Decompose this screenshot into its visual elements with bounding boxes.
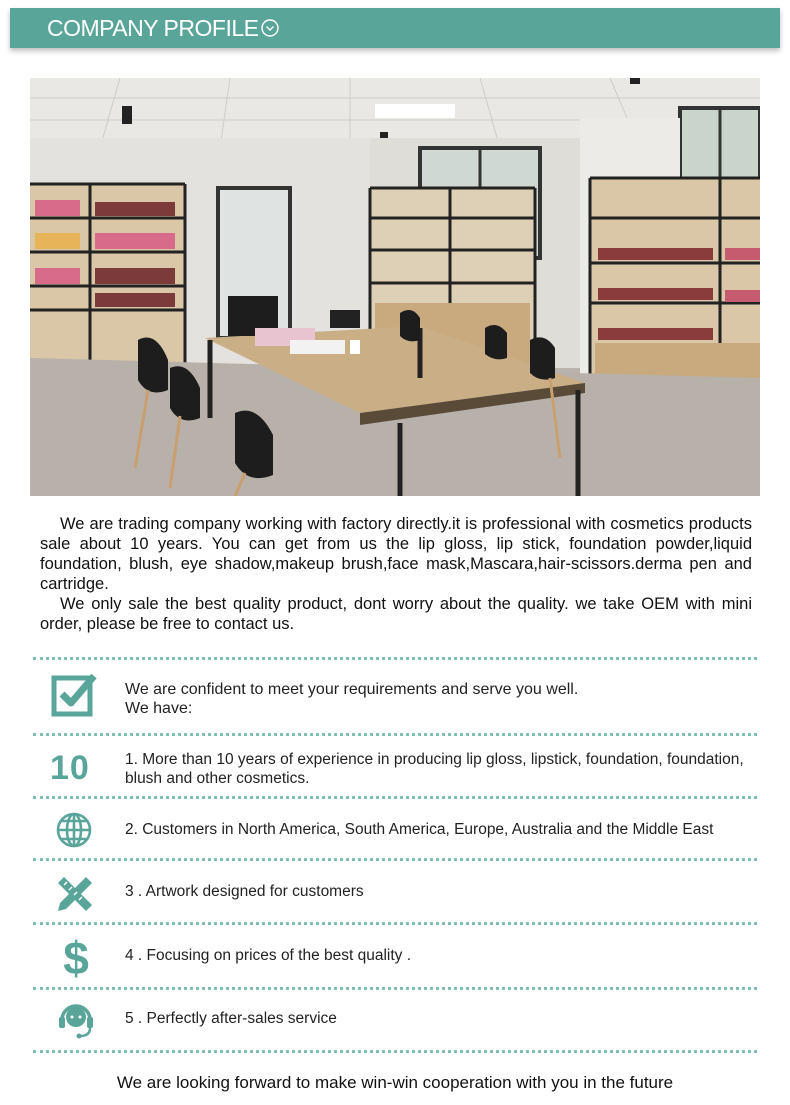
feature-intro-line-2: We have: — [125, 700, 193, 717]
intro-paragraph-2: We only sale the best quality product, dont worry about the quality. we take OEM with mini order, please be free to contact us. — [40, 595, 752, 633]
feature-intro-line-1: We are confident to meet your requirements and serve you well. — [125, 681, 579, 698]
dotted-divider — [33, 858, 757, 861]
dotted-divider — [33, 1050, 757, 1053]
customer-service-headset-icon — [56, 998, 96, 1040]
dotted-divider — [33, 733, 757, 736]
feature-item-3: 3 . Artwork designed for customers — [125, 883, 364, 900]
dotted-divider — [33, 796, 757, 799]
chevron-down-circle-icon — [261, 19, 279, 37]
dollar-icon — [58, 934, 94, 980]
dotted-divider — [33, 987, 757, 990]
feature-item-5: 5 . Perfectly after-sales service — [125, 1010, 337, 1027]
feature-item-4: 4 . Focusing on prices of the best quality . — [125, 947, 412, 964]
dotted-divider — [33, 922, 757, 925]
intro-paragraph-1: We are trading company working with factory directly.it is professional with cosmetics products sale about 10 years. You can get from us the lip gloss, lip stick, foundation powder,liquid foundation, blush, eye shadow,makeup brush,face mask,Mascara,hair-scissors.derma pen and cartridge. — [40, 515, 752, 593]
banner-title: COMPANY PROFILE — [47, 15, 259, 41]
svg-text:$: $ — [63, 934, 89, 980]
checkbox-check-icon — [50, 670, 98, 718]
footer-message: We are looking forward to make win-win cooperation with you in the future — [116, 1073, 674, 1092]
feature-item-2: 2. Customers in North America, South America, Europe, Australia and the Middle East — [125, 821, 714, 838]
ten-years-icon: 10 — [50, 749, 90, 787]
showroom-office-photo — [30, 78, 760, 496]
dotted-divider — [33, 657, 757, 660]
company-profile-banner — [10, 8, 780, 48]
globe-icon — [54, 810, 94, 850]
company-intro — [40, 514, 752, 634]
feature-item-1: 1. More than 10 years of experience in producing lip gloss, lipstick, foundation, foundation, blush and other cosmetics. — [125, 751, 744, 787]
ruler-pencil-icon — [54, 873, 96, 915]
